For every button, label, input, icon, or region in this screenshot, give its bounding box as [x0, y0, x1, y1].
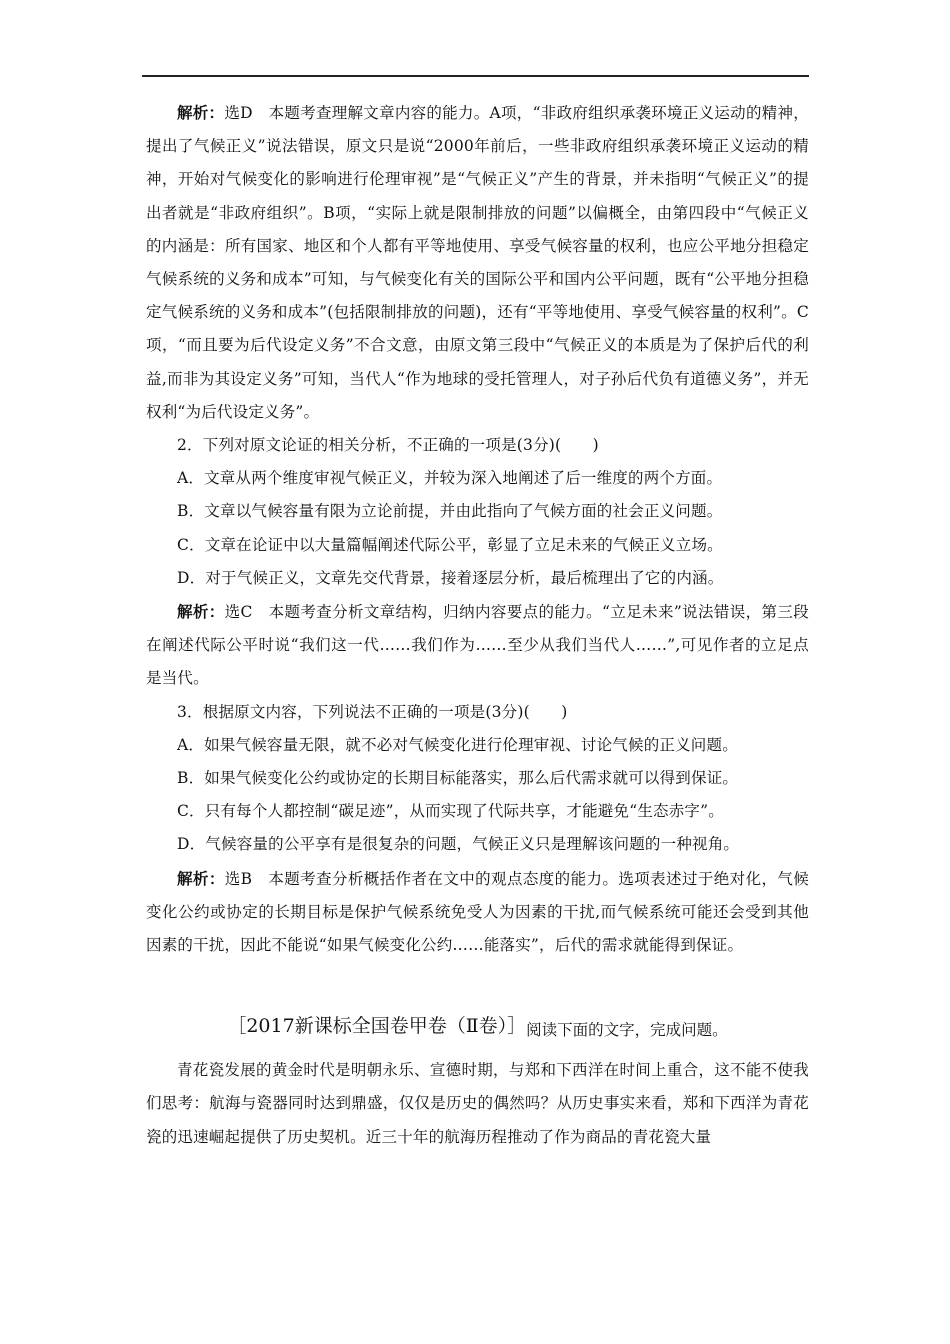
question-3-option-b: B．如果气候变化公约或协定的长期目标能落实，那么后代需求就可以得到保证。	[177, 769, 739, 788]
header-rule	[142, 75, 809, 77]
analysis-q2	[146, 595, 809, 696]
reading-passage: 青花瓷发展的黄金时代是明朝永乐、宣德时期，与郑和下西洋在时间上重合，这不能不使我们思考：航海与瓷器同时达到鼎盛，仅仅是历史的偶然吗？从历史事实来看，郑和下西洋为青花瓷的迅速崛起提供了历史契机。近三十年的航海历程推动了作为商品的青花瓷大量	[146, 1061, 809, 1146]
section-title: ［2017新课标全国卷甲卷（Ⅱ卷）］	[227, 1015, 527, 1038]
analysis-label: 解析：	[177, 868, 225, 888]
analysis-q1	[146, 96, 809, 429]
question-2-option-d: D．对于气候正义，文章先交代背景，接着逐层分析，最后梳理出了它的内涵。	[177, 568, 724, 587]
analysis-label: 解析：	[177, 602, 225, 622]
page-content	[146, 96, 809, 1154]
analysis-text: 选B 本题考查分析概括作者在文中的观点态度的能力。选项表述过于绝对化，气候变化公约或协定的长期目标是保护气候系统免受人为因素的干扰,而气候系统可能还会受到其他因素的干扰，因此不能说“如果气候变化公约……能落实”，后代的需求就能得到保证。	[146, 869, 809, 955]
question-3-stem: 3．根据原文内容，下列说法不正确的一项是(3分)( )	[177, 702, 568, 721]
analysis-text: 选D 本题考查理解文章内容的能力。A项，“非政府组织承袭环境正义运动的精神，提出了气候正义”说法错误，原文只是说“2000年前后，一些非政府组织承袭环境正义运动的精神，开始对气候变化的影响进行伦理审视”是“气候正义”产生的背景，并未指明“气候正义”的提出者就是“非政府组织”。B项，“实际上就是限制排放的问题”以偏概全，由第四段中“气候正义的内涵是：所有国家、地区和个人都有平等地使用、享受气候容量的权利，也应公平地分担稳定气候系统的义务和成本”可知，与气候变化有关的国际公平和国内公平问题，既有“公平地分担稳定气候系统的义务和成本”(包括限制排放的问题)，还有“平等地使用、享受气候容量的权利”。C项，“而且要为后代设定义务”不合文意，由原文第三段中“气候正义的本质是为了保护后代的利益,而非为其设定义务”可知，当代人“作为地球的受托管理人，对子孙后代负有道德义务”，并无权利“为后代设定义务”。	[146, 104, 809, 421]
analysis-q3	[146, 862, 809, 963]
question-2-option-c: C．文章在论证中以大量篇幅阐述代际公平，彰显了立足未来的气候正义立场。	[177, 535, 723, 554]
question-2-option-b: B．文章以气候容量有限为立论前提，并由此指向了气候方面的社会正义问题。	[177, 502, 723, 521]
question-2-option-a: A．文章从两个维度审视气候正义，并较为深入地阐述了后一维度的两个方面。	[177, 469, 723, 488]
section-heading	[146, 1008, 809, 1048]
question-3-option-a: A．如果气候容量无限，就不必对气候变化进行伦理审视、讨论气候的正义问题。	[177, 735, 738, 754]
analysis-text: 选C 本题考查分析文章结构，归纳内容要点的能力。“立足未来”说法错误，第三段在阐述代际公平时说“我们这一代……我们作为……至少从我们当代人……”,可见作者的立足点是当代。	[146, 603, 809, 688]
question-2-stem: 2．下列对原文论证的相关分析，不正确的一项是(3分)( )	[177, 436, 599, 455]
question-3-option-d: D．气候容量的公平享有是很复杂的问题，气候正义只是理解该问题的一种视角。	[177, 835, 740, 854]
question-3-option-c: C．只有每个人都控制“碳足迹”，从而实现了代际共享，才能避免“生态赤字”。	[177, 802, 724, 821]
section-instruction: 阅读下面的文字，完成问题。	[526, 1021, 728, 1040]
analysis-label: 解析：	[177, 103, 225, 122]
